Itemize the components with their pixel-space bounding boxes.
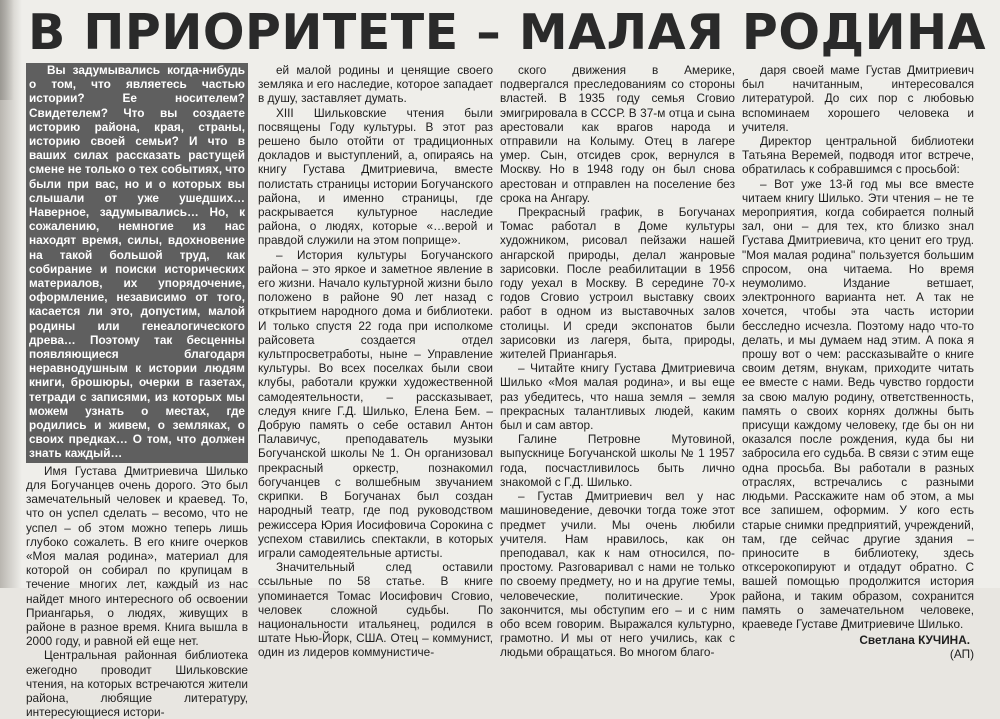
- paragraph: Значительный след оставили ссыльные по 58 статье. В книге упоминается Томас Иосифович Сговио, человек сложной судьбы. По национальности итальянец, родился в штате Нью-Йорк, США. Отец – коммунист, один из лидеров коммунистиче-: [258, 560, 493, 660]
- paragraph: – Вот уже 13-й год мы все вместе читаем книгу Шилько. Эти чтения – не те мероприятия, когда собирается полный зал, они – для тех, кто близко знал Густава Дмитриевича, кто ценит его труд. "Моя малая родина" пользуется большим спросом, она читаема. Но время неумолимо. Издание ветшает, электронного варианта нет. А так не хочется, чтобы эта часть истории бесследно исчезла. Поэтому надо что-то делать, и мы думаем над этим. А пока я прошу вот о чем: рассказывайте о книге своим детям, внукам, приходите читать ее вместе с нами. Ведь чувство гордости за свою малую родину, ответственность, память о своих корнях должны быть присущи каждому человеку, где бы он ни оказался после рождения, куда бы ни забросила его судьба. В связи с этим еще одна просьба. Вы работали в разных отраслях, встречались с разными людьми. Расскажите нам об этом, а мы все запишем, оформим. У кого есть старые снимки предприятий, учреждений, там, где сейчас другие здания – приносите в библиотеку, здесь отксерокопируют и отдадут обратно. С вашей помощью продолжится история района, и таким образом, сохранится память о замечательном человеке, краеведе Густаве Дмитриевиче Шилько.: [742, 176, 974, 631]
- paragraph: Галине Петровне Мутовиной, выпускнице Богучанской школы № 1 1957 года, посчастливилось быть лично знакомой с Г.Д. Шилько.: [500, 432, 735, 489]
- agency-mark: (АП): [949, 647, 974, 662]
- text-column-2: [258, 63, 493, 660]
- paragraph: ей малой родины и ценящие своего земляка и его наследие, которое западает в душу, заставляет думать.: [258, 63, 493, 106]
- article-title: В ПРИОРИТЕТЕ – МАЛАЯ РОДИНА: [28, 4, 987, 61]
- paragraph: Имя Густава Дмитриевича Шилько для Богучанцев очень дорого. Это был замечательный человек и краевед. То, что он успел сделать – весомо, что не успел – об этом можно теперь лишь глубоко сожалеть. В его книге очерков «Моя малая родина», материал для которой он собирал по крупицам в течение многих лет, каждый из нас найдет много интересного об освоении Приангарья, о людях, живущих в районе в разное время. Книга вышла в 2000 году, и равной ей еще нет.: [26, 463, 248, 649]
- paragraph: – История культуры Богучанского района – это яркое и заметное явление в его жизни. Начало культурной жизни было положено в районе 90 лет назад с открытием народного дома и библиотеки. И только спустя 22 года при исполкоме райсовета создается отдел культпросветработы, ныне – Управление культуры. Во всех поселках были свои клубы, работали кружки художественной самодеятельности, – рассказывает, следуя книге Г.Д. Шилько, Елена Бем. – Добрую память о себе оставил Антон Палавичус, преподаватель музыки Богучанской школы № 1. Он организовал прекрасный оркестр, познакомил богучанцев с волшебным звучанием скрипки. В Богучанах был создан народный театр, где под руководством режиссера Юрия Иосифовича Сорокина с успехом ставились спектакли, в которых играли самодеятельные артисты.: [258, 247, 493, 560]
- text-column-3: [500, 63, 735, 660]
- paragraph: ского движения в Америке, подвергался преследованиям со стороны властей. В 1935 году семья Сговио эмигрировала в СССР. В 37-м отца и сына арестовали как врагов народа и отправили на Колыму. Отец в лагере умер. Сын, отсидев срок, вернулся в Москву. Но в 1948 году он был снова арестован и отправлен на поселение без срока на Ангару.: [500, 63, 735, 205]
- paragraph: XIII Шильковские чтения были посвящены Году культуры. В этот раз решено было отойти от традиционных докладов и выступлений, а, опираясь на книгу Густава Дмитриевича, вместе полистать страницы истории Богучанского района, и именно страницы, где раскрывается культурное наследие района, о людях, которые «…верой и правдой служили на этом поприще».: [258, 105, 493, 248]
- paragraph: Прекрасный график, в Богучанах Томас работал в Доме культуры художником, рисовал пейзажи нашей ангарской природы, делал жанровые зарисовки. После реабилитации в 1956 году уехал в Москву. В середине 70-х годов Сговио устроил выставку своих работ в одном из выставочных залов столицы. И среди экспонатов были зарисовки из лагеря, быта, природы, жителей Приангарья.: [500, 205, 735, 362]
- page-fold-shadow: [0, 0, 14, 100]
- text-column-1: [26, 63, 248, 719]
- paragraph: Директор центральной библиотеки Татьяна Веремей, подводя итог встрече, обратилась к собравшимся с просьбой:: [742, 134, 974, 177]
- text-column-4: [742, 63, 974, 662]
- article-lead: Вы задумывались когда-нибудь о том, что являетесь частью истории? Ее носителем? Свидетелем? Что вы создаете историю района, края, страны, историю своей семьи? И что в ваших силах рассказать растущей смене не только о тех событиях, что были при вас, но и о которых вы слышали от уже ушедших… Наверное, задумывались… Но, к сожалению, немногие из нас находят время, силы, вдохновение на такой большой труд, как собирание и поиски исторических материалов, их упорядочение, оформление, независимо от того, касается ли это, допустим, малой родины или генеалогического древа… Поэтому так бесценны появляющиеся благодаря неравнодушным к истории людям книги, брошюры, очерки в газетах, тетради с записями, из которых мы можем узнать о местах, где родились и живем, о земляках, о своих предках… О том, что должен знать каждый…: [26, 63, 248, 463]
- author-name: Светлана КУЧИНА.: [859, 633, 970, 648]
- paragraph: даря своей маме Густав Дмитриевич был начитанным, интересовался литературой. До сих пор с любовью вспоминаем хорошего человека и учителя.: [742, 63, 974, 134]
- paragraph: – Густав Дмитриевич вел у нас машиноведение, девочки тогда тоже этот предмет учили. Мы очень любили учителя. Нам нравилось, как он преподавал, как к нам относился, по-простому. Разговаривал с нами не только по своему предмету, но и на другие темы, человеческие, политические. Урок закончится, мы обступим его – и с ним обо всем говорим. Выражался культурно, грамотно. И мы от него учились, как с людьми обращаться. Во многом благо-: [500, 489, 735, 660]
- byline: [742, 633, 974, 647]
- paragraph: Центральная районная библиотека ежегодно проводит Шильковские чтения, на которых встречаются жители района, любящие литературу, интересующиеся истори-: [26, 648, 248, 719]
- paragraph: – Читайте книгу Густава Дмитриевича Шилько «Моя малая родина», и вы еще раз убедитесь, что наша земля – земля прекрасных талантливых людей, каким был и сам автор.: [500, 361, 735, 433]
